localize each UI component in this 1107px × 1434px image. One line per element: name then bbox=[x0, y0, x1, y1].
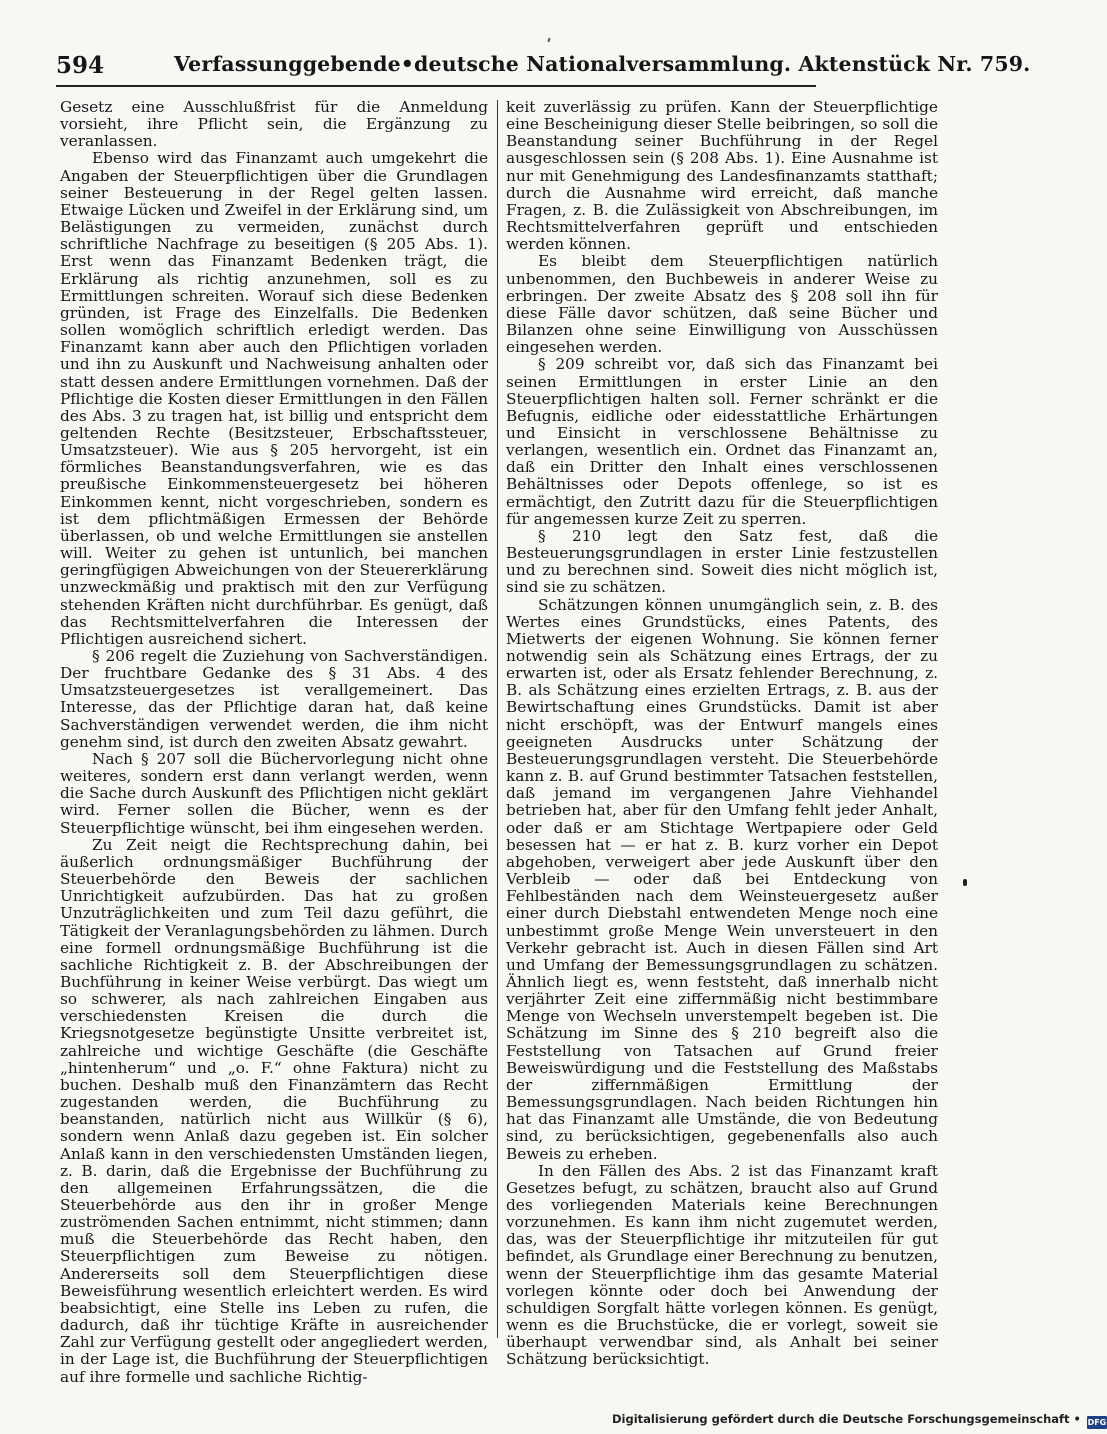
right-column bbox=[506, 99, 938, 1369]
left-paragraph-3: § 206 regelt die Zuziehung von Sachverständigen. Der fruchtbare Gedanke des § 31 Abs. 4 des Umsatzsteuergesetzes ist verallgemeinert. Das Interesse, das der Pflichtige daran hat, daß keine Sachverständigen verwendet werden, die ihm nicht genehm sind, ist durch den zweiten Absatz gewahrt. bbox=[60, 647, 488, 751]
right-paragraph-5: Schätzungen können unumgänglich sein, z. B. des Wertes eines Grundstücks, eines Patents, des Mietwerts der eigenen Wohnung. Sie können ferner notwendig sein als Schätzung eines Ertrags, der zu erwarten ist, oder als Ersatz fehlender Berechnung, z. B. als Schätzung eines erzielten Ertrags, z. B. aus der Bewirtschaftung eines Grundstücks. Damit ist aber nicht erschöpft, was der Entwurf mangels eines geeigneten Ausdrucks unter Schätzung der Besteuerungsgrundlagen versteht. Die Steuerbehörde kann z. B. auf Grund bestimmter Tatsachen feststellen, daß jemand im vergangenen Jahre Viehhandel betrieben hat, aber für den Umfang fehlt jeder Anhalt, oder daß er am Stichtage Wertpapiere oder Geld besessen hat — er hat z. B. kurz vorher ein Depot abgehoben, verweigert aber jede Auskunft über den Verbleib — oder daß bei Entdeckung von Fehlbeständen nach dem Weinsteuergesetz außer einer durch Diebstahl entwendeten Menge noch eine unbestimmt große Menge Wein unversteuert in den Verkehr gebracht ist. Auch in diesen Fällen sind Art und Umfang der Bemessungsgrundlagen zu schätzen. Ähnlich liegt es, wenn feststeht, daß innerhalb nicht verjährter Zeit eine ziffernmäßig nicht bestimmbare Menge von Wechseln unverstempelt begeben ist. Die Schätzung im Sinne des § 210 begreift also die Feststellung von Tatsachen auf Grund freier Beweiswürdigung und die Feststellung des Maßstabs der ziffernmäßigen Ermittlung der Bemessungsgrundlagen. Nach beiden Richtungen hin hat das Finanzamt alle Umstände, die von Bedeutung sind, zu berücksichtigen, gegebenenfalls also auch Beweis zu erheben. bbox=[506, 595, 938, 1163]
right-paragraph-4: § 210 legt den Satz fest, daß die Besteuerungsgrundlagen in erster Linie festzustellen und zu berechnen sind. Soweit dies nicht möglich ist, sind sie zu schätzen. bbox=[506, 526, 938, 597]
dfg-logo-icon: DFG bbox=[1087, 1418, 1107, 1427]
right-paragraph-2: Es bleibt dem Steuerpflichtigen natürlich unbenommen, den Buchbeweis in anderer Weise zu erbringen. Der zweite Absatz des § 208 soll ihn für diese Fälle davor schützen, daß seine Bücher und Bilanzen ohne seine Einwilligung von Ausschüssen eingesehen werden. bbox=[506, 252, 938, 357]
left-column bbox=[60, 99, 488, 1386]
page-header bbox=[56, 50, 1031, 82]
running-title: Verfassunggebende•deutsche Nationalversammlung. Aktenstück Nr. 759. bbox=[174, 52, 1031, 76]
page-number: 594 bbox=[56, 52, 105, 79]
right-paragraph-3: § 209 schreibt vor, daß sich das Finanzamt bei seinen Ermittlungen in erster Linie an den Steuerpflichtigen halten soll. Ferner schränkt er die Befugnis, eidliche oder eidesstattliche Erhärtungen und Einsicht in verschlossene Behältnisse zu verlangen, wesentlich ein. Ordnet das Finanzamt an, daß ein Dritter den Inhalt eines verschlossenen Behältnisses oder Depots offenlege, so ist es ermächtigt, den Zutritt dazu für die Steuerpflichtigen für angemessen kurze Zeit zu sperren. bbox=[506, 355, 938, 528]
left-paragraph-5: Zu Zeit neigt die Rechtsprechung dahin, bei äußerlich ordnungsmäßiger Buchführung der Steuerbehörde den Beweis der sachlichen Unrichtigkeit aufzubürden. Das hat zu großen Unzuträglichkeiten und zum Teil dazu geführt, die Tätigkeit der Veranlagungsbehörden zu lähmen. Durch eine formell ordnungsmäßige Buchführung ist die sachliche Richtigkeit z. B. der Abschreibungen der Buchführung in keiner Weise verbürgt. Das wiegt um so schwerer, als nach zahlreichen Eingaben aus verschiedensten Kreisen die durch die Kriegsnotgesetze begünstigte Unsitte verbreitet ist, zahlreiche und wichtige Geschäfte (die Geschäfte „hintenherum“ und „o. F.“ ohne Faktura) nicht zu buchen. Deshalb muß den Finanzämtern das Recht zugestanden werden, die Buchführung zu beanstanden, natürlich nicht aus Willkür (§ 6), sondern wenn Anlaß dazu gegeben ist. Ein solcher Anlaß kann in den verschiedensten Umständen liegen, z. B. darin, daß die Ergebnisse der Buchführung zu den allgemeinen Erfahrungssätzen, die die Steuerbehörde aus den ihr in großer Menge zuströmenden Sachen entnimmt, nicht stimmen; dann muß die Steuerbehörde das Recht haben, den Steuerpflichtigen zum Beweise zu nötigen. Andererseits soll dem Steuerpflichtigen diese Beweisführung wesentlich erleichtert werden. Es wird beabsichtigt, eine Stelle ins Leben zu rufen, die dadurch, daß ihr tüchtige Kräfte in ausreichender Zahl zur Verfügung gestellt oder angegliedert werden, in der Lage ist, die Buchführung der Steuerpflichtigen auf ihre formelle und sachliche Richtig- bbox=[60, 835, 488, 1386]
print-speck bbox=[547, 38, 550, 42]
margin-mark bbox=[963, 879, 967, 886]
right-paragraph-1: keit zuverlässig zu prüfen. Kann der Steuerpflichtige eine Bescheinigung dieser Stelle beibringen, so soll die Beanstandung seiner Buchführung in der Regel ausgeschlossen sein (§ 208 Abs. 1). Eine Ausnahme ist nur mit Genehmigung des Landesfinanzamts statthaft; durch die Ausnahme wird erreicht, daß manche Fragen, z. B. die Zulässigkeit von Abschreibungen, im Rechtsmittelverfahren geprüft und entschieden werden können. bbox=[506, 98, 938, 254]
left-paragraph-1: Gesetz eine Ausschlußfrist für die Anmeldung vorsieht, ihre Pflicht sein, die Ergänzung zu veranlassen. bbox=[60, 98, 488, 151]
digitization-credit-text: Digitalisierung gefördert durch die Deutsche Forschungsgemeinschaft • bbox=[612, 1412, 1081, 1426]
header-rule bbox=[56, 85, 816, 87]
column-rule bbox=[497, 100, 498, 1338]
digitization-credit bbox=[612, 1412, 1107, 1429]
left-paragraph-4: Nach § 207 soll die Büchervorlegung nicht ohne weiteres, sondern erst dann verlangt werden, wenn die Sache durch Auskunft des Pflichtigen nicht geklärt wird. Ferner sollen die Bücher, wenn es der Steuerpflichtige wünscht, bei ihm eingesehen werden. bbox=[60, 749, 488, 837]
right-paragraph-6: In den Fällen des Abs. 2 ist das Finanzamt kraft Gesetzes befugt, zu schätzen, braucht also auf Grund des vorliegenden Materials keine Berechnungen vorzunehmen. Es kann ihm nicht zugemutet werden, das, was der Steuerpflichtige ihr mitzuteilen für gut befindet, als Grundlage einer Berechnung zu benutzen, wenn der Steuerpflichtige ihm das gesamte Material vorlegen könnte oder doch bei Anwendung der schuldigen Sorgfalt hätte vorlegen können. Es genügt, wenn es die Bruchstücke, die er vorlegt, soweit sie überhaupt verwendbar sind, als Anhalt bei seiner Schätzung berücksichtigt. bbox=[506, 1161, 938, 1369]
left-paragraph-2: Ebenso wird das Finanzamt auch umgekehrt die Angaben der Steuerpflichtigen über die Grundlagen seiner Besteuerung in der Regel gelten lassen. Etwaige Lücken und Zweifel in der Erklärung sind, um Belästigungen zu vermeiden, zunächst durch schriftliche Nachfrage zu beseitigen (§ 205 Abs. 1). Erst wenn das Finanzamt Bedenken trägt, die Erklärung als richtig anzunehmen, soll es zu Ermittlungen schreiten. Worauf sich diese Bedenken gründen, ist Frage des Einzelfalls. Die Bedenken sollen womöglich schriftlich erledigt werden. Das Finanzamt kann aber auch den Pflichtigen vorladen und ihn zu Auskunft und Nachweisung anhalten oder statt dessen andere Ermittlungen vornehmen. Daß der Pflichtige die Kosten dieser Ermittlungen in den Fällen des Abs. 3 zu tragen hat, ist billig und entspricht dem geltenden Rechte (Besitzsteuer, Erbschaftssteuer, Umsatzsteuer). Wie aus § 205 hervorgeht, ist ein förmliches Beanstandungsverfahren, wie es das preußische Einkommensteuergesetz bei höheren Einkommen kennt, nicht vorgeschrieben, sondern es ist dem pflichtmäßigen Ermessen der Behörde überlassen, ob und welche Ermittlungen sie anstellen will. Weiter zu gehen ist untunlich, bei manchen geringfügigen Abweichungen von der Steuererklärung unzweckmäßig und praktisch mit den zur Verfügung stehenden Kräften nicht durchführbar. Es genügt, daß das Rechtsmittelverfahren die Interessen der Pflichtigen ausreichend sichert. bbox=[60, 149, 488, 648]
